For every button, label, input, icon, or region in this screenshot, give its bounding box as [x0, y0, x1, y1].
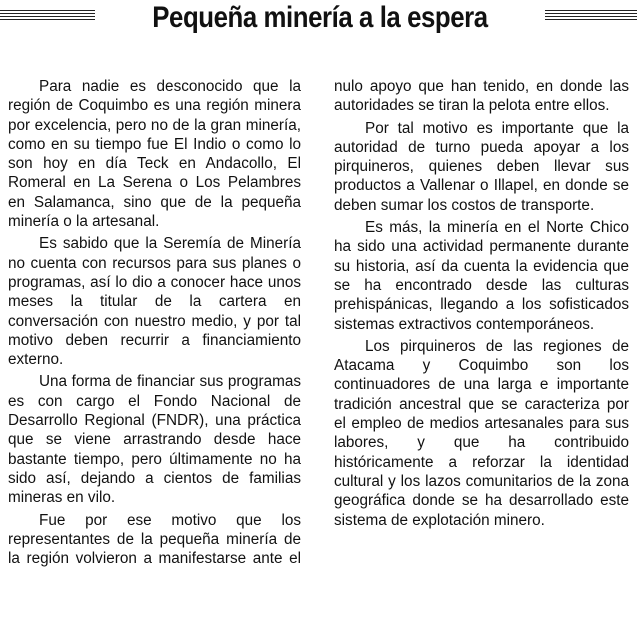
paragraph: Para nadie es desconocido que la región de Coquimbo es una región minera por excelencia, pero no de la gran minería, como en su tiempo fue El Indio o como lo son hoy en día Teck en Andacollo, El Romeral en La Serena o Los Pelambres en Salamanca, sino que de la pequeña minería o la artesanal. — [8, 78, 301, 231]
paragraph: Una forma de financiar sus programas es con cargo el Fondo Nacional de Desarrollo Regional (FNDR), una práctica que se viene arrastrando desde hace bastante tiempo, pero últimamente no ha sido así, dejando a cientos de familias mineras en vilo. — [8, 373, 301, 507]
paragraph: Fue por ese motivo que los representantes de la pequeña minería de la región volvieron a manifestarse ante el — [8, 511, 301, 568]
decorative-rule-right — [545, 10, 637, 22]
article-column-2 — [334, 77, 629, 533]
decorative-rule-left — [0, 10, 95, 22]
headline: Pequeña minería a la espera — [152, 1, 488, 34]
article-column-1 — [8, 77, 301, 571]
paragraph: Es sabido que la Seremía de Minería no cuenta con recursos para sus planes o programas, así lo dio a conocer hace unos meses la titular de la cartera en conversación con nuestro medio, y por tal motivo deben recurrir a financiamiento externo. — [8, 235, 301, 369]
paragraph: Es más, la minería en el Norte Chico ha sido una actividad permanente durante su historia, así da cuenta la evidencia que se ha encontrado desde las culturas prehispánicas, llegando a los sofisticados sistemas extractivos contemporáneos. — [334, 219, 629, 333]
paragraph: Por tal motivo es importante que la autoridad de turno pueda apoyar a los pirquineros, quienes deben llevar sus productos a Vallenar o Illapel, en donde se deben sumar los costos de transporte. — [334, 119, 629, 214]
paragraph: nulo apoyo que han tenido, en donde las autoridades se tiran la pelota entre ellos. — [334, 78, 629, 115]
header — [0, 0, 637, 44]
paragraph: Los pirquineros de las regiones de Atacama y Coquimbo son los continuadores de una larga e importante tradición ancestral que se caracteriza por el empleo de medios artesanales para sus labores, y que ha contribuido históricamente a reforzar la identidad cultural y los lazos comunitarios de la zona geográfica donde se ha desarrollado este sistema de explotación minero. — [334, 337, 629, 529]
